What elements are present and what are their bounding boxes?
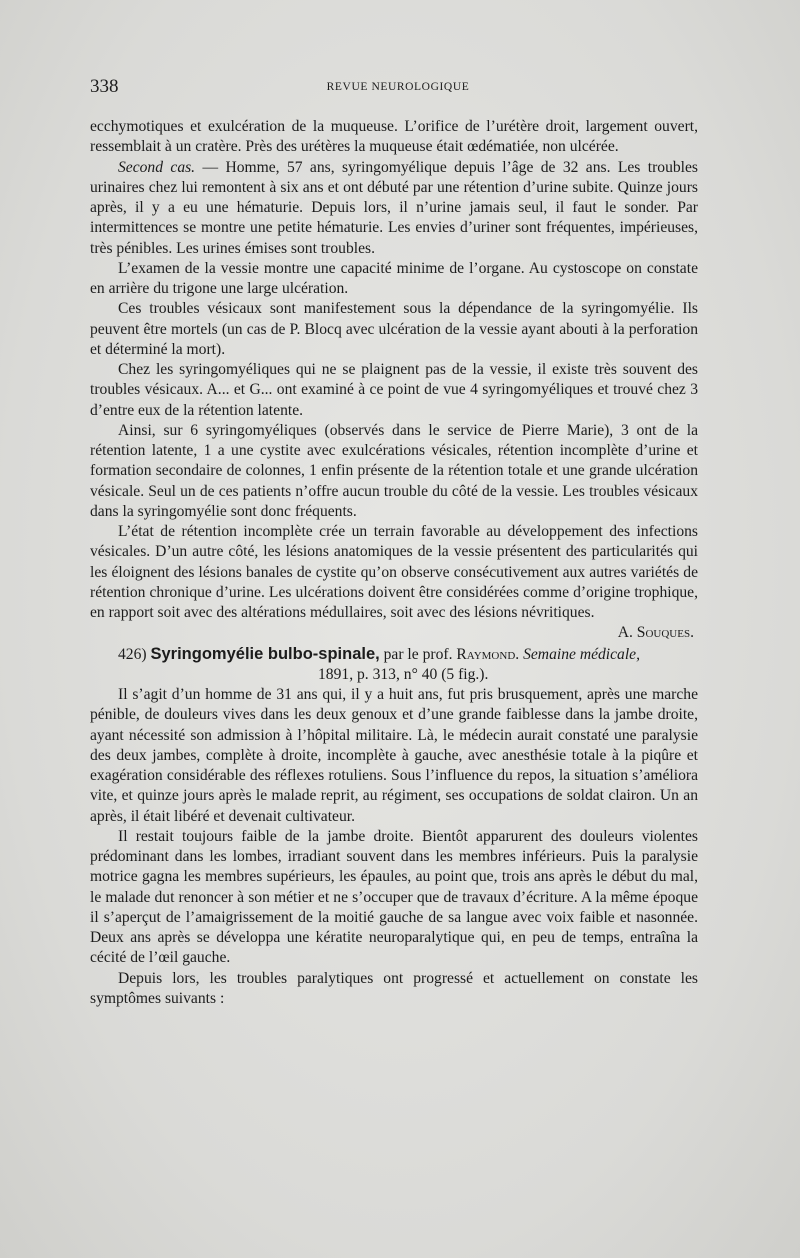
dash: — xyxy=(202,158,219,176)
paragraph: L’état de rétention incomplète crée un terrain favorable au développement des infections vésicales. D’un autre côté, les lésions anatomiques de la vessie présentent des particularités qui les éloignent des lésions banales de cystite qu’on observe consécutivement aux autres variétés de rétention chronique d’urine. Les ulcérations doivent être considérées comme d’origine trophique, en rapport soit avec des altérations médullaires, soit avec des lésions névritiques. xyxy=(90,523,698,621)
second-case-text: Homme, 57 ans, syringomyélique depuis l’âge de 32 ans. Les troubles urinaires chez lui remontent à six ans et ont débuté par une rétention d’urine subite. Quinze jours après, il y a eu une hématurie. Depuis lors, il n’urine jamais seul, il faut le sonder. Par intermittences se montre une petite hématurie. Les envies d’uriner sont fréquentes, impérieuses, très pénibles. Les urines émises sont troubles. xyxy=(90,158,698,257)
entry-author-sep: . xyxy=(515,645,520,663)
paragraph xyxy=(90,158,698,259)
paragraph: Chez les syringomyéliques qui ne se plaignent pas de la vessie, il existe très souvent des troubles vésicaux. A... et G... ont examiné à ce point de vue 4 syringomyéliques et trouvé chez 3 d’entre eux de la rétention latente. xyxy=(90,361,698,419)
body-text xyxy=(90,117,698,1009)
page-header xyxy=(90,76,706,100)
paragraph: Il restait toujours faible de la jambe droite. Bientôt apparurent des douleurs violentes prédominant dans les lombes, irradiant souvent dans les membres inférieurs. Puis la paralysie motrice gagna les membres supérieurs, les épaules, au point que, trois ans après le début du mal, le malade dut renoncer à son métier et ne s’occuper que de travaux d’écriture. A la même époque il s’aperçut de l’amaigrissement de la moitié gauche de sa langue avec voix faible et nasonnée. Deux ans après se développa une kératite neuroparalytique qui, en peu de temps, entraîna la cécité de l’œil gauche. xyxy=(90,827,698,967)
paragraph: Ainsi, sur 6 syringomyéliques (observés dans le service de Pierre Marie), 3 ont de la rétention latente, 1 a une cystite avec exulcérations vésicales, rétention incomplète d’urine et formation secondaire de colonnes, 1 enfin présente de la rétention totale et une grande ulcération vésicale. Seul un de ces patients n’offre aucun trouble du côté de la vessie. Les troubles vésicaux dans la syringomyélie sont donc fréquents. xyxy=(90,421,698,520)
signature: A. Souques. xyxy=(617,624,694,642)
entry-by: par le prof. xyxy=(383,645,453,663)
entry-journal: Semaine médicale, xyxy=(523,645,641,663)
page-number: 338 xyxy=(90,76,119,97)
running-title: REVUE NEUROLOGIQUE xyxy=(326,81,470,93)
paragraph: L’examen de la vessie montre une capacité minime de l’organe. Au cystoscope on constate en arrière du trigone une large ulcération. xyxy=(90,259,698,297)
entry-citation: 1891, p. 313, n° 40 (5 fig.). xyxy=(318,665,489,683)
entry-title: Syringomyélie bulbo-spinale, xyxy=(150,644,380,663)
paragraph: Il s’agit d’un homme de 31 ans qui, il y a huit ans, fut pris brusquement, après une marche pénible, de douleurs vives dans les deux genoux et d’une grande faiblesse dans la jambe droite, ayant nécessité son admission à l’hôpital militaire. Là, le médecin aurait constaté une paralysie des deux jambes, complète à droite, incomplète à gauche, avec anesthésie totale à la piqûre et exagération considérable des réflexes rotuliens. Sous l’influence du repos, la situation s’améliora vite, et quinze jours après le malade reprit, au régiment, ses occupations de soldat clairon. Un an après, il était libéré et devenait cultivateur. xyxy=(90,686,698,825)
entry-heading xyxy=(90,644,698,665)
paragraph: Ces troubles vésicaux sont manifestement sous la dépendance de la syringomyélie. Ils peuvent être mortels (un cas de P. Blocq avec ulcération de la vessie ayant abouti à la perforation et déterminé la mort). xyxy=(90,300,698,358)
paragraph: ecchymotiques et exulcération de la muqueuse. L’orifice de l’urétère droit, largement ouvert, ressemblait à un cratère. Près des urétères la muqueuse était œdématiée, non ulcérée. xyxy=(90,118,698,156)
entry-number: 426) xyxy=(118,645,147,663)
paragraph: Depuis lors, les troubles paralytiques ont progressé et actuellement on constate les symptômes suivants : xyxy=(90,969,698,1007)
second-case-label: Second cas. xyxy=(118,158,196,176)
entry-author: Raymond xyxy=(456,645,516,663)
